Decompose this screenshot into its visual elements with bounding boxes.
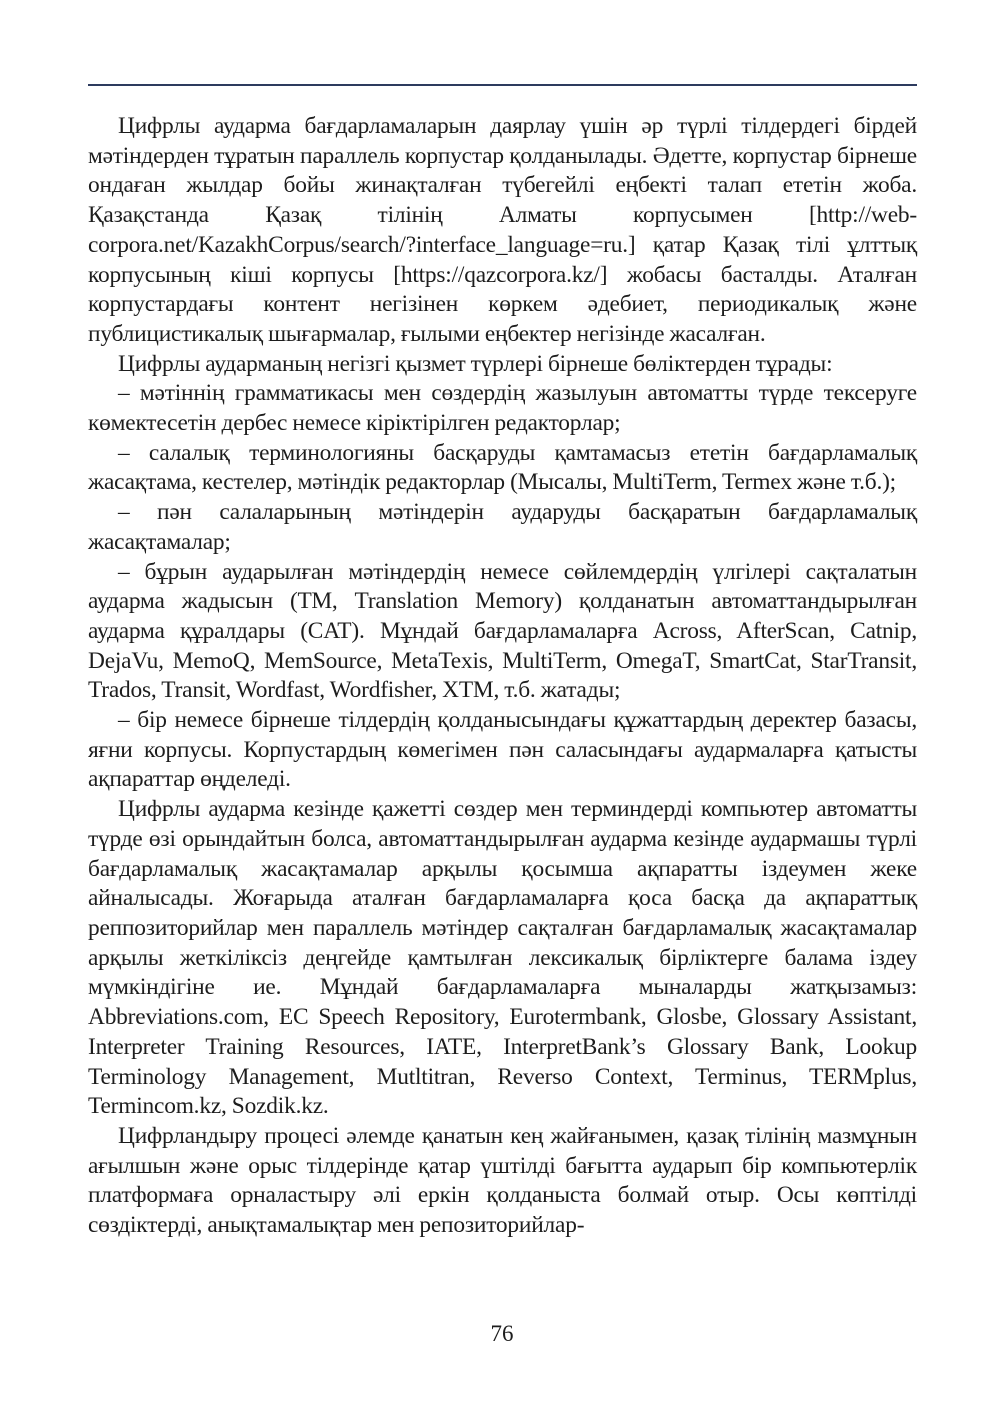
page-body xyxy=(88,112,917,1241)
list-item-editors: – мәтіннің грамматикасы мен сөздердің жазылуын автоматты түрде тексеруге көмектесетін дербес немесе кіріктірілген редакторлар; xyxy=(88,380,917,437)
paragraph-digitalization: Цифрландыру процесі әлемде қанатын кең жайғанымен, қазақ тілінің мазмұнын ағылшын және орыс тілдерінде қатар үштілді бағытта аударып бір компьютерлік платформаға орналастыру әлі еркін қолданыста болмай отыр. Осы көптілді сөздіктерді, анықтамалықтар мен репозиторийлар- xyxy=(88,1122,917,1239)
list-item-corpus: – бір немесе бірнеше тілдердің қолданысындағы құжаттардың деректер базасы, яғни корпусы. Корпустардың көмегімен пән саласындағы аудармаларға қатысты ақпараттар өңделеді. xyxy=(88,707,917,793)
paragraph-digital-translation: Цифрлы аударма кезінде қажетті сөздер мен терминдерді компьютер автоматты түрде өзі орындайтын болса, автоматтандырылған аударма кезінде аудармашы түрлі бағдарламалық жасақтамалар арқылы қосымша ақпаратты іздеумен жеке айналысады. Жоғарыда аталған бағдарламаларға қоса басқа да ақпараттық реппозиторийлар мен параллель мәтіндер сақталған бағдарламалық жасақтамалар арқылы жеткіліксіз деңгейде қамтылған лексикалық бірліктерге балама іздеу мүмкіндігіне ие. Мұндай бағдарламаларға мыналарды жатқызамыз: Abbreviations.com, EC Speech Repository, Eurotermbank, Glosbe, Glossary Assistant, Interpreter Training Resources, IATE, InterpretBank’s Glossary Bank, Lookup Terminology Management, Mutltitran, Reverso Context, Terminus, TERMplus, Termincom.kz, Sozdik.kz. xyxy=(88,796,917,1120)
paragraph-parallel-corpora: Цифрлы аударма бағдарламаларын даярлау үшін әр түрлі тілдердегі бірдей мәтіндерден тұратын параллель корпустар қолданылады. Әдетте, корпустар бірнеше ондаған жылдар бойы жинақталған түбегейлі еңбекті талап ететін жоба. Қазақстанда Қазақ тілінің Алматы корпусымен [http://web-corpora.net/KazakhCorpus/search/?interface_language=ru.] қатар Қазақ тілі ұлттық корпусының кіші корпусы [https://qazcorpora.kz/] жобасы басталды. Аталған корпустардағы контент негізінен көркем әдебиет, периодикалық және публицистикалық шығармалар, ғылыми еңбектер негізінде жасалған. xyxy=(88,113,917,347)
list-item-domain-software: – пән салаларының мәтіндерін аударуды басқаратын бағдарламалық жасақтамалар; xyxy=(88,499,917,555)
page-number: 76 xyxy=(490,1321,514,1346)
paragraph-service-types: Цифрлы аударманың негізгі қызмет түрлері бірнеше бөліктерден тұрады: xyxy=(118,350,833,377)
list-item-terminology: – салалық терминологияны басқаруды қамтамасыз ететін бағдарламалық жасақтама, кестелер, мәтіндік редакторлар (Мысалы, MultiTerm, Termex және т.б.); xyxy=(88,439,917,496)
header-rule xyxy=(88,84,917,86)
list-item-cat-tools: – бұрын аударылған мәтіндердің немесе сөйлемдердің үлгілері сақталатын аударма жадысын (ТМ, Translation Memory) қолданатын автоматтандырылған аударма құралдары (CAT). Мұндай бағдарламаларға Across, AfterScan, Catnip, DejaVu, MemoQ, MemSource, MetaTexis, MultiTerm, OmegaT, SmartCat, StarTransit, Trados, Transit, Wordfast, Wordfisher, XTM, т.б. жатады; xyxy=(88,558,917,704)
